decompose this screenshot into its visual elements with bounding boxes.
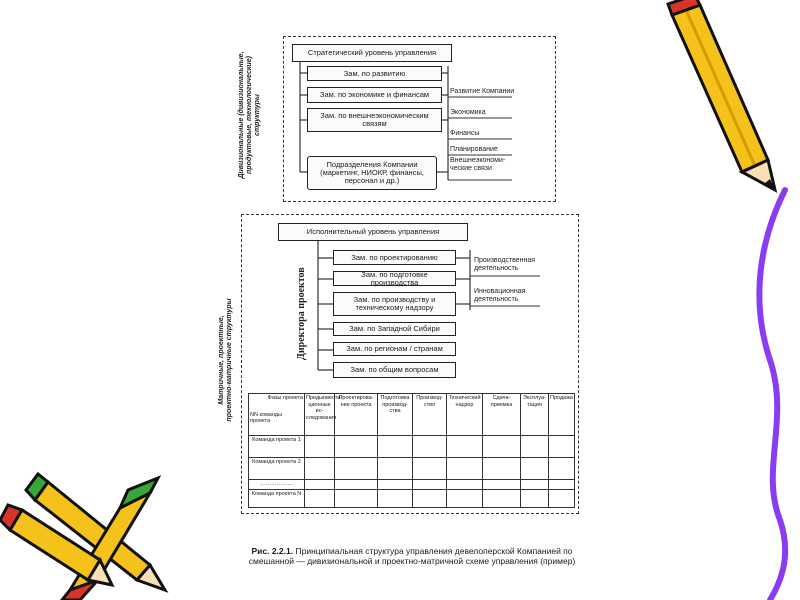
phase-header: Технический надзор — [447, 394, 483, 436]
phase-header: Продажа — [549, 394, 575, 436]
phase-header: Подготовка производ-ства — [378, 394, 413, 436]
table-row — [249, 489, 575, 507]
function-finance: Финансы — [450, 130, 480, 137]
phase-header: Эксплуа-тация — [521, 394, 549, 436]
deputy-west-siberia-box: Зам. по Западной Сибири — [333, 322, 456, 336]
phase-header: Сдача-приемка — [483, 394, 521, 436]
deputy-design-box: Зам. по проектированию — [333, 250, 456, 265]
function-economics: Экономика — [450, 109, 486, 116]
deputy-economics-box: Зам. по экономике и финансам — [307, 87, 442, 103]
phase-header: Проектирова-ние проекта — [335, 394, 378, 436]
corner-phases-label: Фазы проекта — [267, 395, 303, 401]
table-row — [249, 458, 575, 480]
deputy-regions-box: Зам. по регионам / странам — [333, 342, 456, 356]
figure-caption-text: Принципиальная структура управления девелоперской Компанией по смешанной — дивизиональной и проектно-матричной схеме управления (пример) — [248, 546, 576, 566]
company-units-box: Подразделения Компании (маркетинг, НИОКР, финансы, персонал и др.) — [307, 156, 437, 190]
project-directors-label: Директора проектов — [296, 267, 307, 360]
deputy-preproduction-box: Зам. по подготовке производства — [333, 271, 456, 286]
table-row — [249, 480, 575, 490]
corner-teams-label: NN команды проекта — [250, 411, 283, 424]
deputy-general-box: Зам. по общим вопросам — [333, 362, 456, 378]
function-development: Развитие Компании — [450, 88, 515, 95]
project-matrix-table — [248, 393, 575, 508]
executive-level-box: Исполнительный уровень управления — [278, 223, 468, 241]
phase-header: Производ-ство — [413, 394, 447, 436]
deputy-development-box: Зам. по развитию — [307, 66, 442, 81]
team-cell: Команда проекта N — [249, 489, 305, 507]
function-planning: Планирование — [450, 146, 498, 153]
function-foreign-relations: Внешнеэкономи-ческие связи — [450, 157, 506, 172]
activity-production: Производственная деятельность — [474, 257, 536, 272]
team-cell: Команда проекта 1 — [249, 436, 305, 458]
matrix-side-label: Матричные, проектные, проектно-матричные структуры — [218, 298, 233, 422]
activity-innovation: Инновационная деятельность — [474, 288, 526, 303]
deputy-production-box: Зам. по производству и техническому надзору — [333, 292, 456, 316]
figure-caption — [232, 546, 592, 566]
team-cell: Команда проекта 2 — [249, 458, 305, 480]
table-corner-cell — [249, 394, 305, 436]
team-cell: ……………… — [249, 480, 305, 490]
divisional-side-label: Дивизиональные (дивизиональные, продуктовые, технологические) структуры — [238, 51, 261, 179]
table-row — [249, 436, 575, 458]
deputy-foreign-box: Зам. по внешнеэкономическим связям — [307, 108, 442, 132]
strategic-level-box: Стратегический уровень управления — [292, 44, 452, 62]
figure-number: Рис. 2.2.1. — [251, 546, 294, 556]
phase-header: Предынвести-ционные ис-следования — [305, 394, 335, 436]
